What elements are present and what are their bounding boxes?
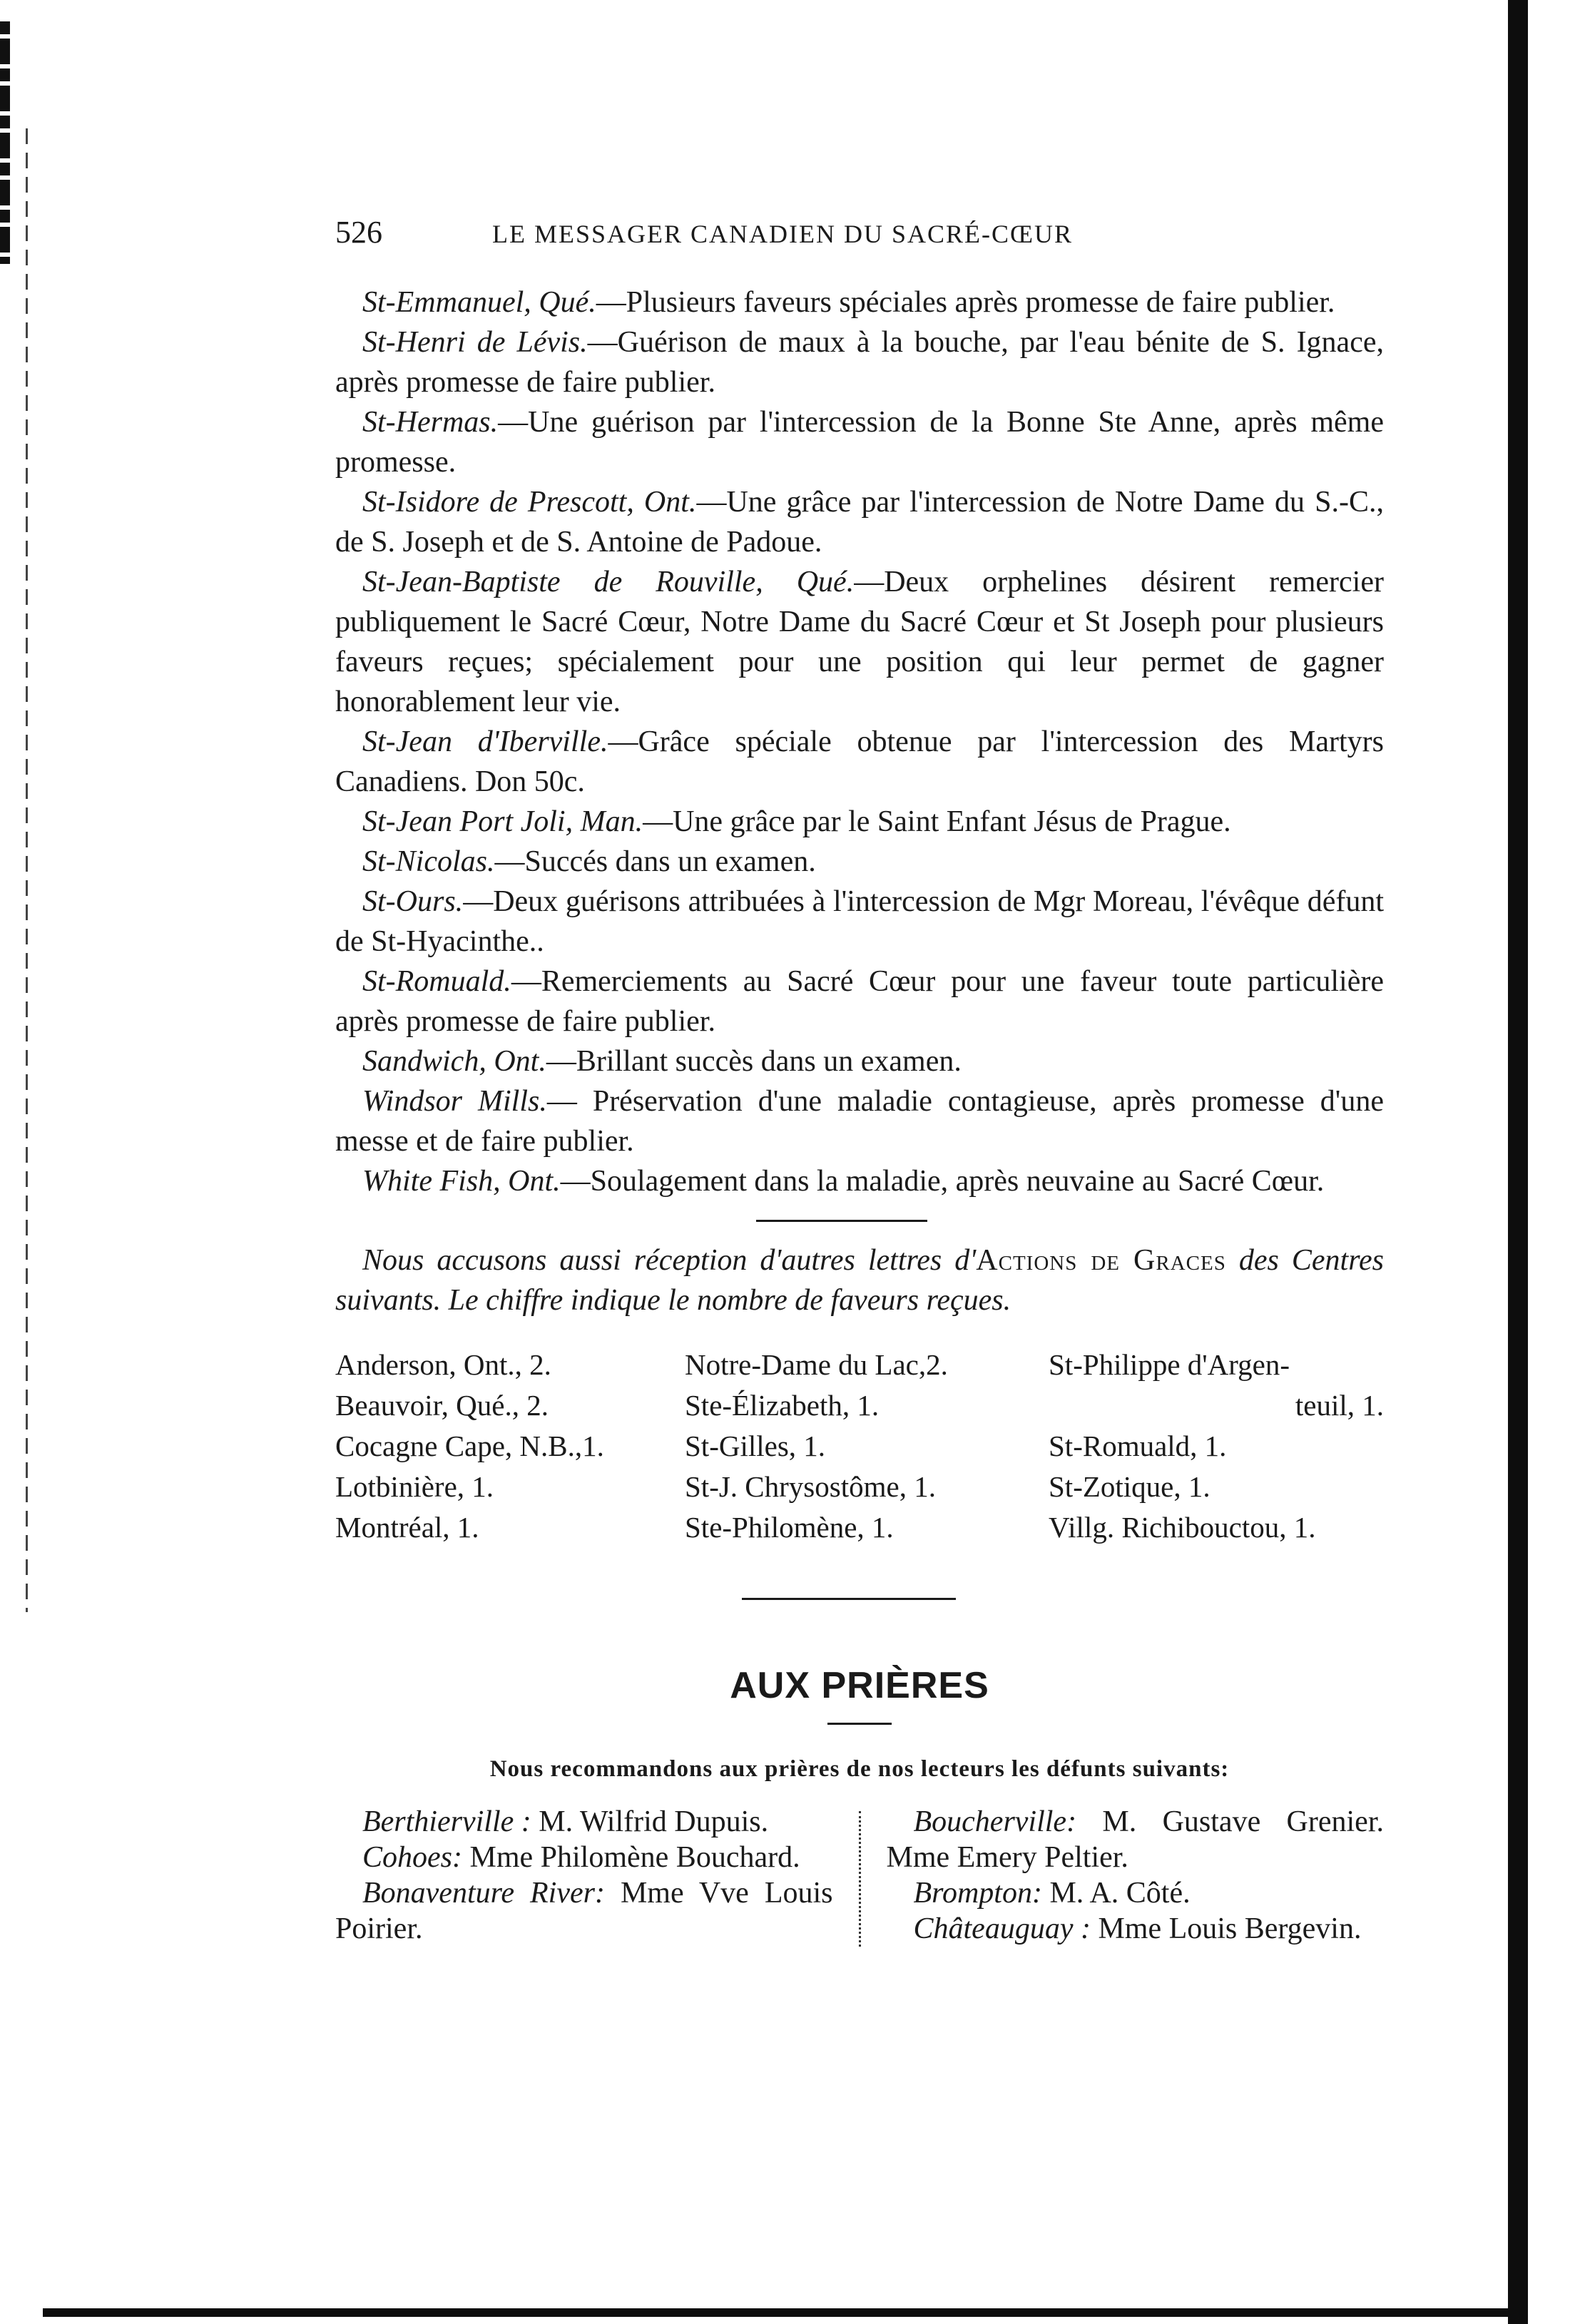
- prayer-place: Châteauguay :: [913, 1912, 1091, 1945]
- entry-text: —Deux orphelines désirent remercier publiquement le Sacré Cœur, Notre Dame du Sacré Cœur et St Joseph pour plusieurs faveurs reçues; spécialement pour une position qui leur permet de gagner honorablement leur vie.: [335, 566, 1384, 718]
- prayer-place: Brompton:: [913, 1877, 1042, 1910]
- prayer-entry: [887, 1875, 1385, 1911]
- prayers-column-left: [335, 1804, 859, 1947]
- prayers-column-right: [861, 1804, 1385, 1947]
- prayers-title: AUX PRIÈRES: [730, 1665, 989, 1706]
- entry-text: —Soulagement dans la maladie, après neuvaine au Sacré Cœur.: [560, 1165, 1325, 1198]
- prayer-text: Mme Philomène Bouchard.: [462, 1841, 800, 1874]
- entry-text: —Plusieurs faveurs spéciales après promesse de faire publier.: [596, 286, 1335, 319]
- entry: [335, 282, 1384, 322]
- notice-text-after: des Centres suivants. Le chiffre indique le nombre de faveurs reçues.: [335, 1244, 1384, 1317]
- entry: [335, 722, 1384, 802]
- entry: [335, 882, 1384, 962]
- centre-item: Beauvoir, Qué., 2.: [335, 1389, 549, 1422]
- entry-place: St-Isidore de Prescott, Ont.: [362, 486, 697, 519]
- entry: [335, 1161, 1384, 1201]
- entry: [335, 1081, 1384, 1161]
- entry-text: —Une grâce par l'intercession de Notre Dame du S.-C., de S. Joseph et de S. Antoine de Padoue.: [335, 486, 1384, 559]
- entry-place: St-Jean-Baptiste de Rouville, Qué.: [362, 566, 855, 598]
- centres-list: [335, 1345, 1384, 1548]
- centre-item: St-Gilles, 1.: [685, 1429, 826, 1462]
- entry-text: —Brillant succès dans un examen.: [546, 1045, 962, 1078]
- entry: [335, 1041, 1384, 1081]
- centres-notice: [335, 1240, 1384, 1320]
- entry-place: St-Romuald.: [362, 965, 511, 998]
- notice-caps: Actions de Graces: [976, 1244, 1226, 1277]
- thanksgiving-entries: [335, 282, 1384, 1201]
- entry-text: —Une grâce par le Saint Enfant Jésus de Prague.: [643, 805, 1231, 838]
- scan-edge-bottom: [43, 2308, 1528, 2317]
- entry-place: St-Jean d'Iberville.: [362, 725, 608, 758]
- notice-text-before: Nous accusons aussi réception d'autres lettres d': [362, 1244, 977, 1277]
- entry-text: — Préservation d'une maladie contagieuse, après promesse d'une messe et de faire publier.: [335, 1085, 1385, 1158]
- entry-text: —Guérison de maux à la bouche, par l'eau bénite de S. Ignace, après promesse de faire publier.: [335, 326, 1384, 399]
- centre-item: Villg. Richibouctou, 1.: [1049, 1511, 1316, 1544]
- entry-text: —Deux guérisons attribuées à l'intercession de Mgr Moreau, l'évêque défunt de St-Hyacinthe..: [335, 885, 1384, 958]
- prayer-place: Cohoes:: [362, 1841, 462, 1874]
- entry-place: St-Nicolas.: [362, 845, 495, 878]
- prayer-text: Mme Vve Louis Poirier.: [335, 1877, 833, 1945]
- centre-item: Ste-Élizabeth, 1.: [685, 1389, 880, 1422]
- prayer-entry: [335, 1840, 833, 1875]
- entry: [335, 842, 1384, 882]
- centre-item: Cocagne Cape, N.B.,1.: [335, 1429, 604, 1462]
- entry-text: —Une guérison par l'intercession de la Bonne Ste Anne, après même promesse.: [335, 406, 1384, 479]
- entry-place: Sandwich, Ont.: [362, 1045, 546, 1078]
- centre-item: St-Zotique, 1.: [1049, 1470, 1211, 1503]
- prayer-entry: [335, 1875, 833, 1947]
- centres-column-1: [335, 1345, 685, 1548]
- centre-item: Lotbinière, 1.: [335, 1470, 494, 1503]
- page-number: 526: [335, 215, 382, 250]
- centre-item: Montréal, 1.: [335, 1511, 479, 1544]
- prayer-text: M. Gustave Grenier. Mme Emery Peltier.: [886, 1805, 1384, 1874]
- entry: [335, 402, 1384, 482]
- running-head: LE MESSAGER CANADIEN DU SACRÉ-CŒUR: [492, 220, 1074, 248]
- centre-item: Anderson, Ont., 2.: [335, 1348, 551, 1381]
- prayers-intro: Nous recommandons aux prières de nos lecteurs les défunts suivants:: [489, 1756, 1230, 1782]
- centres-column-2: [685, 1345, 1049, 1548]
- prayer-place: Bonaventure River:: [362, 1877, 605, 1910]
- entry-place: St-Jean Port Joli, Man.: [362, 805, 643, 838]
- entry: [335, 962, 1384, 1041]
- entry: [335, 562, 1384, 722]
- centres-column-3: [1049, 1345, 1384, 1548]
- centre-item: St-Romuald, 1.: [1049, 1429, 1227, 1462]
- entry-text: —Grâce spéciale obtenue par l'intercession des Martyrs Canadiens. Don 50c.: [335, 725, 1385, 798]
- scan-edge-left: [0, 21, 10, 264]
- prayer-entry: [887, 1911, 1385, 1947]
- entry-place: Windsor Mills.: [362, 1085, 547, 1118]
- title-underline: [827, 1723, 892, 1725]
- entry-text: —Succés dans un examen.: [494, 845, 816, 878]
- prayer-text: M. Wilfrid Dupuis.: [531, 1805, 769, 1838]
- centre-item: Notre-Dame du Lac,2.: [685, 1348, 948, 1381]
- entry-place: White Fish, Ont.: [362, 1165, 561, 1198]
- centre-item: Ste-Philomène, 1.: [685, 1511, 894, 1544]
- scan-edge-left-line: [26, 128, 28, 1612]
- entry: [335, 322, 1384, 402]
- prayers-list: [335, 1804, 1384, 1947]
- entry-place: St-Emmanuel, Qué.: [362, 286, 596, 319]
- centre-item-continuation: teuil, 1.: [1295, 1389, 1384, 1422]
- entry-place: St-Ours.: [362, 885, 464, 918]
- section-divider: [756, 1220, 927, 1222]
- entry-place: St-Hermas.: [362, 406, 499, 439]
- page-header: [335, 214, 1384, 264]
- prayer-entry: [335, 1804, 833, 1840]
- centre-item: St-J. Chrysostôme, 1.: [685, 1470, 936, 1503]
- centre-item: St-Philippe d'Argen-: [1049, 1348, 1290, 1381]
- prayer-place: Berthierville :: [362, 1805, 531, 1838]
- entry-place: St-Henri de Lévis.: [362, 326, 588, 359]
- document-page: [335, 214, 1384, 1947]
- scan-edge-right: [1508, 0, 1528, 2324]
- prayer-text: M. A. Côté.: [1041, 1877, 1191, 1910]
- prayer-entry: [887, 1804, 1385, 1875]
- prayer-place: Boucherville:: [913, 1805, 1077, 1838]
- entry-text: —Remerciements au Sacré Cœur pour une faveur toute particulière après promesse de faire publier.: [335, 965, 1384, 1038]
- entry: [335, 802, 1384, 842]
- entry: [335, 482, 1384, 562]
- section-divider: [742, 1598, 956, 1600]
- prayer-text: Mme Louis Bergevin.: [1090, 1912, 1362, 1945]
